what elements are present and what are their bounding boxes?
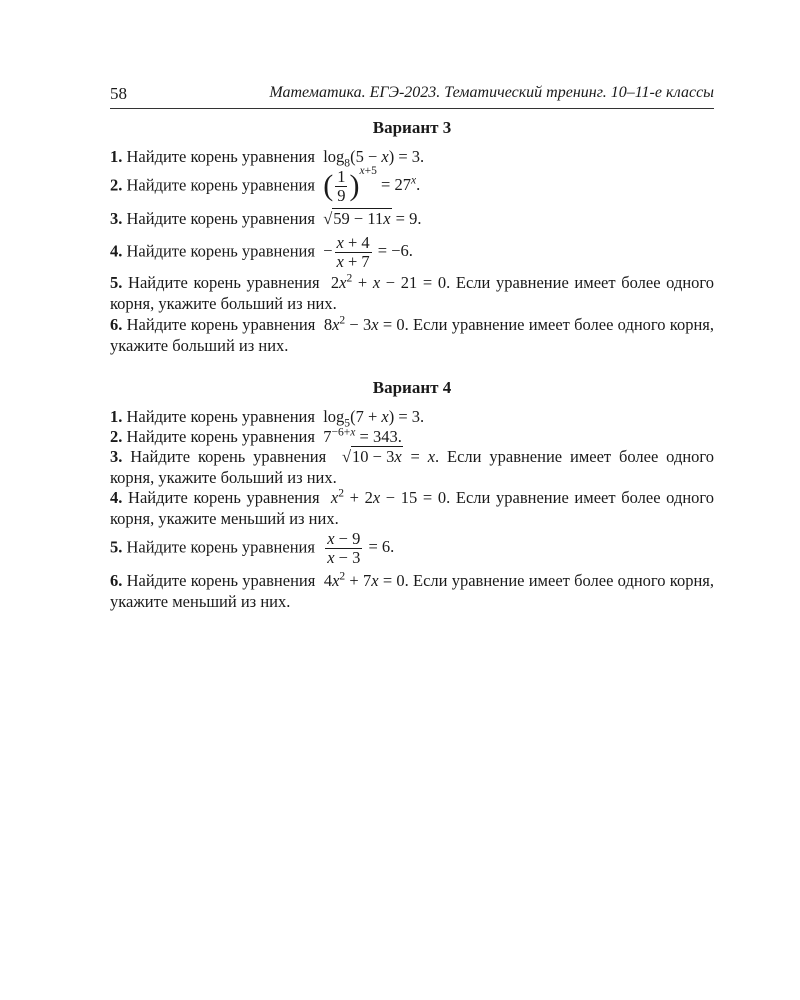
v3-task-3: 3. Найдите корень уравнения √59 − 11x = 9. [110, 209, 422, 228]
v3-task-3-equation: √59 − 11x = 9. [323, 209, 422, 228]
variant-3-title: Вариант 3 [372, 118, 452, 137]
v3-task-6: 6. Найдите корень уравнения $8x^2 - 3x = 0$. Если уравнение имеет более одного корня, укажите больший из них. [110, 314, 714, 355]
v3-task-1: 1. Найдите корень уравнения $\log_8(5 - x) = 3$. [110, 147, 425, 170]
v3-task-2-equation: ( $\frac{1}{9}$ )$^{x+5} = 27^x$. [323, 164, 421, 205]
page-header [110, 84, 714, 106]
v4-task-1-equation: $\log_5(7 + x) = 3$. [319, 407, 425, 430]
v3-task-4-equation: − $\frac{x + 4}{x + 7}$ = −6. [319, 233, 413, 271]
v3-task-6-equation: $8x^2 - 3x = 0$. [319, 314, 409, 334]
v4-task-2: 2. Найдите корень уравнения $7^{-6+x} = 343$. [110, 426, 402, 446]
v4-task-4-equation: $x^2 + 2x - 15 = 0$. [330, 487, 451, 507]
v3-task-5-equation: $2x^2 + x - 21 = 0$. [325, 272, 451, 292]
v4-task-5-equation: $\frac{x - 9}{x - 3}$ = 6. [327, 529, 395, 567]
header-rule [110, 108, 714, 109]
variant-4-title: Вариант 4 [372, 378, 452, 397]
v4-task-6-equation: $4x^2 + 7x = 0$. [319, 570, 409, 590]
v4-task-5: 5. Найдите корень уравнения $\frac{x - 9}{x - 3}$ = 6. [110, 529, 395, 567]
v3-task-5: 5. Найдите корень уравнения $2x^2 + x - 21 = 0$. Если уравнение имеет более одного корня, укажите больший из них. [110, 272, 715, 313]
running-title: Математика. ЕГЭ-2023. Тематический тренинг. 10–11-е классы [269, 84, 714, 101]
v4-task-6: 6. Найдите корень уравнения $4x^2 + 7x = 0$. Если уравнение имеет более одного корня, укажите меньший из них. [110, 570, 714, 611]
v4-task-2-equation: $7^{-6+x} = 343$. [319, 426, 402, 446]
v3-task-4: 4. Найдите корень уравнения − $\frac{x + 4}{x + 7}$ = −6. [110, 233, 413, 271]
v4-task-3: 3. Найдите корень уравнения √10 − 3x = x. Если уравнение имеет более одного корня, укажите больший из них. [110, 447, 715, 487]
v4-task-4: 4. Найдите корень уравнения $x^2 + 2x - 15 = 0$. Если уравнение имеет более одного корня, укажите меньший из них. [110, 487, 715, 528]
v3-task-2: 2. Найдите корень уравнения ( $\frac{1}{9}$ )$^{x+5} = 27^x$. [110, 164, 421, 205]
page-number: 58 [110, 84, 127, 103]
v3-task-1-equation: $\log_8(5 - x) = 3$. [319, 147, 425, 170]
v4-task-1: 1. Найдите корень уравнения $\log_5(7 + x) = 3$. [110, 407, 425, 430]
v4-task-3-equation: √10 − 3x = x. [341, 447, 440, 466]
